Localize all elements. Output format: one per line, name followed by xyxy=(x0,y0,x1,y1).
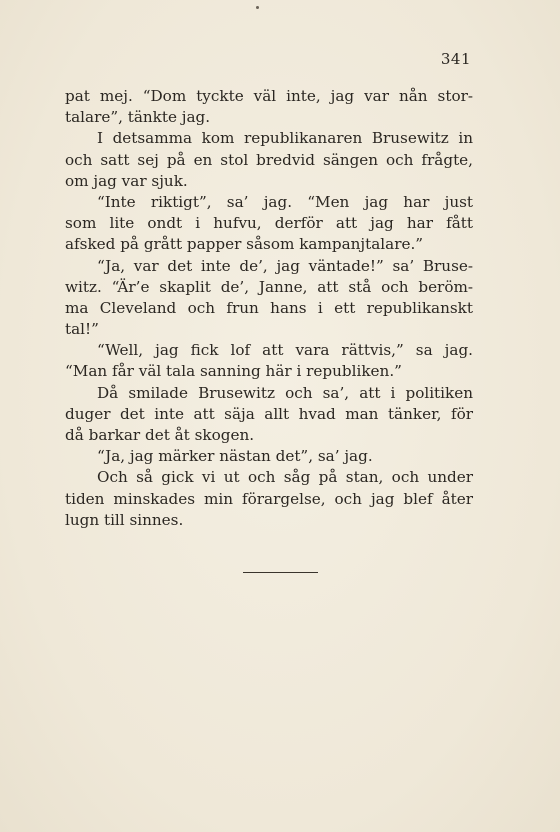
text-line: pat mej. “Dom tyckte väl inte, jag var nån stor- xyxy=(65,87,473,105)
text-line: och satt sej på en stol bredvid sängen och frågte, xyxy=(65,150,473,169)
text-line: “Inte riktigt”, sa’ jag. “Men jag har just xyxy=(97,192,473,211)
text-line: talare”, tänkte jag. xyxy=(65,108,211,127)
text-line: tiden minskades min förargelse, och jag blef åter xyxy=(65,489,473,508)
text-line: “Ja, var det inte de’, jag väntade!” sa’ Bruse- xyxy=(97,256,473,275)
ink-speck xyxy=(256,6,259,9)
body-text xyxy=(65,86,473,531)
text-line: “Man får väl tala sanning här i republiken.” xyxy=(65,362,402,381)
text-line: lugn till sinnes. xyxy=(65,510,184,529)
page-number: 341 xyxy=(440,50,471,68)
text-line: som lite ondt i hufvu, derför att jag har fått xyxy=(65,214,473,233)
text-line: duger det inte att säja allt hvad man tänker, för xyxy=(65,404,473,423)
text-line: tal!” xyxy=(65,320,99,339)
text-line: Då smilade Brusewitz och sa’, att i politiken xyxy=(97,383,473,402)
text-line: ma Cleveland och frun hans i ett republikanskt xyxy=(65,298,473,317)
text-line: då barkar det åt skogen. xyxy=(65,426,255,444)
text-line: om jag var sjuk. xyxy=(65,171,188,190)
end-rule xyxy=(243,572,318,573)
text-line: “Ja, jag märker nästan det”, sa’ jag. xyxy=(97,447,373,466)
text-line: witz. “Är’e skaplit de’, Janne, att stå och beröm- xyxy=(65,277,473,296)
text-line: “Well, jag fick lof att vara rättvis,” sa jag. xyxy=(97,341,473,360)
text-line: I detsamma kom republikanaren Brusewitz in xyxy=(97,129,473,148)
text-line: Och så gick vi ut och såg på stan, och under xyxy=(97,468,473,487)
text-line: afsked på grått papper såsom kampanjtalare.” xyxy=(65,235,424,254)
